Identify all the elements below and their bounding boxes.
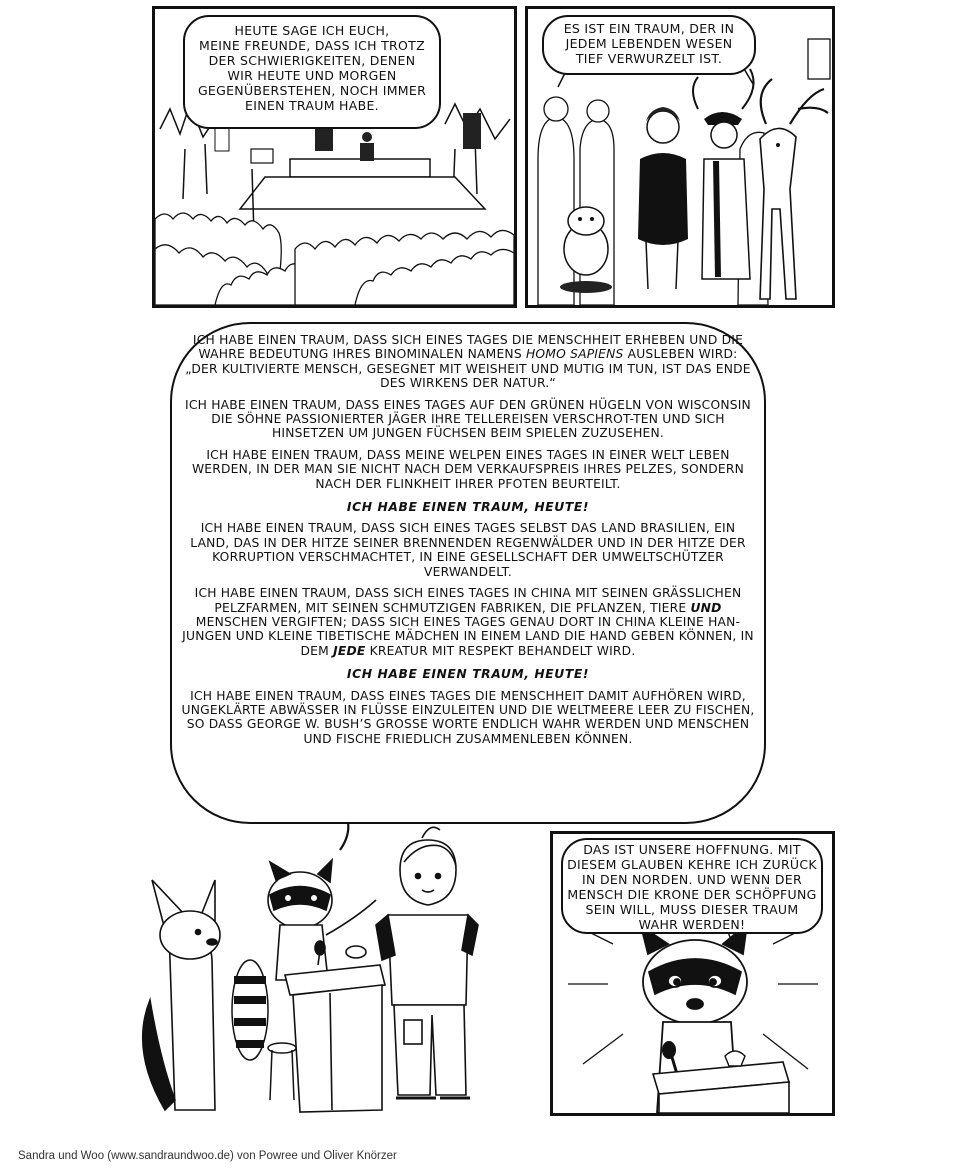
speech-line: MEINE FREUNDE, DASS ICH TROTZ: [199, 38, 425, 53]
main-speech-text: [180, 333, 756, 753]
speech-text: [563, 842, 821, 932]
speech-line: WAHR WERDEN!: [638, 917, 746, 932]
panel-2: [525, 6, 835, 308]
speech-paragraph-6: ICH HABE EINEN TRAUM, DASS EINES TAGES DIE MENSCHHEIT DAMIT AUFHÖREN WIRD, UNGEKLÄRTE ABWÄSSER IN FLÜSSE EINZULEITEN UND DIE WELTMEERE LEER ZU FISCHEN, SO DASS GEORGE W. BUSH’S GROSSE WORTE ENDLICH WAHR WERDEN UND MENSCHEN UND FISCHE FRIEDLICH ZUSAMMENLEBEN KÖNNEN.: [181, 688, 755, 746]
footer-credit: Sandra und Woo (www.sandraundwoo.de) von Powree und Oliver Knörzer: [18, 1150, 397, 1162]
speech-line: DIESEM GLAUBEN KEHRE ICH ZURÜCK: [567, 857, 817, 872]
speech-refrain-1: ICH HABE EINEN TRAUM, HEUTE!: [346, 500, 590, 515]
speech-paragraph-4: ICH HABE EINEN TRAUM, DASS SICH EINES TAGES SELBST DAS LAND BRASILIEN, EIN LAND, DAS IN DER HITZE SEINER BRENNENDEN REGENWÄLDER UND IN DER HITZE DER KORRUPTION VERSCHMACHTET, IN EINE GESELLSCHAFT DER UMWELTSCHÜTZER VERWANDELT.: [190, 521, 746, 579]
speech-paragraph-1: ICH HABE EINEN TRAUM, DASS SICH EINES TAGES DIE MENSCHHEIT ERHEBEN UND DIE WAHRE BEDEUTUNG IHRES BINOMINALEN NAMENS HOMO SAPIENS AUSLEBEN WIRD: „DER KULTIVIERTE MENSCH, GESEGNET MIT WEISHEIT UND MUTIG IM TUN, IST DAS ENDE DES WIRKENS DER NATUR.“: [185, 333, 751, 391]
speech-text: [544, 21, 754, 66]
speech-line: HEUTE SAGE ICH EUCH,: [234, 23, 390, 38]
speech-line: IN DEN NORDEN. UND WENN DER: [582, 872, 802, 887]
speech-line: EINEN TRAUM HABE.: [245, 98, 379, 113]
speech-line: SEIN WILL, MUSS DIESER TRAUM: [585, 902, 799, 917]
speech-paragraph-3: ICH HABE EINEN TRAUM, DASS MEINE WELPEN EINES TAGES IN EINER WELT LEBEN WERDEN, IN DER MAN SIE NICHT NACH DEM VERKAUFSPREIS IHRES PELZES, SONDERN NACH DER FLINKHEIT IHRER PFOTEN BEURTEILT.: [191, 447, 745, 491]
speech-line: ES IST EIN TRAUM, DER IN: [563, 21, 735, 36]
panel-1: [152, 6, 517, 308]
panel-4: [550, 831, 835, 1116]
speech-paragraph-2: ICH HABE EINEN TRAUM, DASS EINES TAGES AUF DEN GRÜNEN HÜGELN VON WISCONSIN DIE SÖHNE PASSIONIERTER JÄGER IHRE TELLEREISEN VERSCHROT-TEN UND SICH HINSETZEN UM JUNGEN FÜCHSEN BEIM SPIELEN ZUZUSEHEN.: [185, 397, 751, 441]
quote: „DER KULTIVIERTE MENSCH, GESEGNET MIT WEISHEIT UND MUTIG IM TUN, IST DAS ENDE DES WIRKENS DER NATUR.“: [185, 361, 751, 391]
speech-line: DAS IST UNSERE HOFFNUNG. MIT: [583, 842, 801, 857]
speech-paragraph-5: ICH HABE EINEN TRAUM, DASS SICH EINES TAGES IN CHINA MIT SEINEN GRÄSSLICHEN PELZFARMEN, MIT SEINEN SCHMUTZIGEN FABRIKEN, DIE PFLANZEN, TIERE UND MENSCHEN VERGIFTEN; DASS SICH EINES TAGES GENAU DORT IN CHINA KLEINE HAN-JUNGEN UND KLEINE TIBETISCHE MÄDCHEN IN EINEM LAND DIE HAND GEBEN KÖNNEN, IN DEM JEDE KREATUR MIT RESPEKT BEHANDELT WIRD.: [182, 586, 754, 658]
speech-line: TIEF VERWURZELT IST.: [575, 51, 723, 66]
binomial-name: HOMO SAPIENS: [525, 347, 624, 362]
speech-line: DER SCHWIERIGKEITEN, DENEN: [208, 53, 416, 68]
speech-text: [185, 23, 439, 113]
speech-line: MENSCH DIE KRONE DER SCHÖPFUNG: [567, 887, 817, 902]
speech-line: WIR HEUTE UND MORGEN: [227, 68, 397, 83]
speech-line: GEGENÜBERSTEHEN, NOCH IMMER: [197, 83, 427, 98]
speech-line: JEDEM LEBENDEN WESEN: [565, 36, 733, 51]
speech-refrain-2: ICH HABE EINEN TRAUM, HEUTE!: [346, 667, 590, 682]
